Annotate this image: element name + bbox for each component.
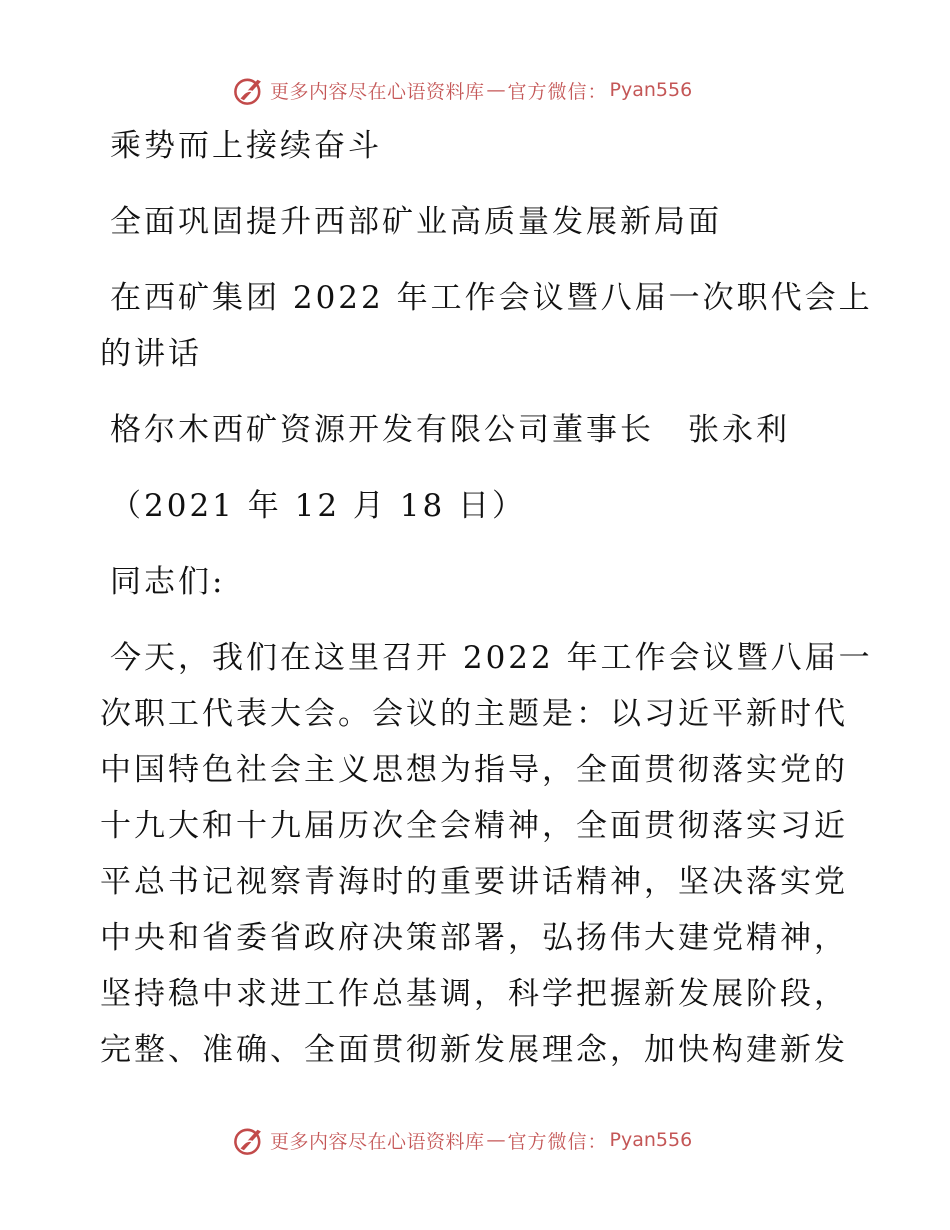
watermark-sub-text: 官方微信： — [507, 80, 608, 103]
title-line-2: 全面巩固提升西部矿业高质量发展新局面 — [110, 204, 722, 240]
date-line: （2021 年 12 月 18 日） — [110, 488, 527, 524]
watermark-main-text: 更多内容尽在心语资料库 — [270, 80, 485, 103]
body-line: 十九大和十九届历次全会精神，全面贯彻落实习近 — [100, 808, 848, 844]
watermark-footer — [232, 1122, 752, 1158]
title-line-3a: 在西矿集团 2022 年工作会议暨八届一次职代会上 — [110, 280, 873, 316]
body-line: 次职工代表大会。会议的主题是：以习近平新时代 — [100, 696, 848, 732]
salutation: 同志们: — [110, 564, 226, 600]
watermark-dash: — — [486, 79, 506, 101]
body-line: 坚持稳中求进工作总基调，科学把握新发展阶段， — [100, 976, 848, 1012]
title-line-1: 乘势而上接续奋斗 — [110, 128, 382, 164]
title-line-3b: 的讲话 — [100, 336, 202, 372]
watermark-dash: — — [486, 1129, 506, 1151]
body-line: 中央和省委省政府决策部署，弘扬伟大建党精神， — [100, 920, 848, 956]
body-line: 中国特色社会主义思想为指导，全面贯彻落实党的 — [100, 752, 848, 788]
quill-logo-icon — [232, 1123, 266, 1157]
watermark-wechat-id: Pyan556 — [609, 79, 693, 101]
watermark-sub-text: 官方微信： — [507, 1130, 608, 1153]
body-line: 平总书记视察青海时的重要讲话精神，坚决落实党 — [100, 864, 848, 900]
watermark-header — [232, 72, 752, 108]
watermark-wechat-id: Pyan556 — [609, 1129, 693, 1151]
quill-logo-icon — [232, 73, 266, 107]
body-line: 今天，我们在这里召开 2022 年工作会议暨八届一 — [110, 640, 873, 676]
body-paragraph — [100, 630, 873, 1078]
document-body — [100, 118, 873, 1078]
author-line: 格尔木西矿资源开发有限公司董事长 张永利 — [110, 412, 790, 448]
watermark-main-text: 更多内容尽在心语资料库 — [270, 1130, 485, 1153]
body-line: 完整、准确、全面贯彻新发展理念，加快构建新发 — [100, 1032, 848, 1068]
